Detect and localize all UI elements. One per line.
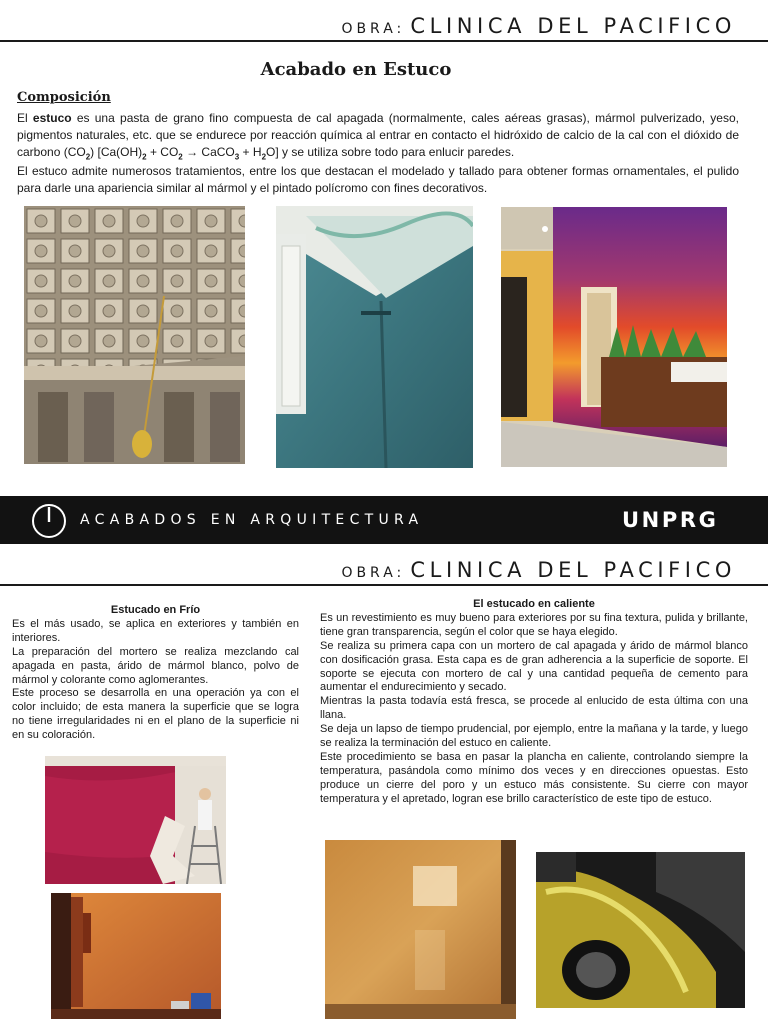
header-rule-2 [0, 584, 768, 586]
red-wall-worker-photo [45, 756, 226, 884]
obra-label-2: OBRA: [341, 565, 406, 581]
footer-band [0, 496, 768, 544]
obra-header [341, 14, 736, 38]
treatments-paragraph: El estuco admite numerosos tratamientos, entre los que destacan el modelado y tallado para obtener formas ornamentales, el pulido para darle una apariencia similar al mármol y el pintado polícromo con fines decorativos. [17, 164, 739, 195]
frio-paragraph-1: Es el más usado, se aplica en exteriores y también en interiores. [12, 617, 299, 644]
estuco-term: estuco [32, 111, 72, 125]
estucado-frio-section [12, 604, 299, 743]
obra-header-2 [341, 558, 736, 582]
estucado-caliente-section [320, 598, 748, 807]
ornate-ceiling-photo [24, 206, 245, 464]
frio-paragraph-3: Este proceso se desarrolla en una operación ya con el color incluido; de esta manera la superficie que se logra no tiene irregularidades ni en el plano de la superficie ni en su coloración. [12, 687, 299, 742]
obra-label: OBRA: [341, 21, 406, 37]
page-title: Acabado en Estuco [260, 59, 452, 80]
header-rule [0, 40, 768, 42]
caliente-paragraph-1: Es un revestimiento es muy bueno para exteriores por su fina textura, pulida y brillante, tiene gran transparencia, según el color que se haya elegido. [320, 611, 748, 638]
caliente-heading: El estucado en caliente [473, 598, 595, 610]
caliente-paragraph-4: Se deja un lapso de tiempo prudencial, por ejemplo, entre la mañana y la tarde, y luego se realiza la terminación del estuco en caliente. [320, 723, 748, 750]
section-subtitle: Composición [17, 90, 111, 105]
yellow-car-photo [536, 852, 745, 1008]
power-knob-icon [30, 503, 68, 539]
frio-heading: Estucado en Frío [110, 604, 201, 616]
teal-stucco-wall-photo [276, 206, 473, 468]
composition-paragraph: El estuco es una pasta de grano fino compuesta de cal apagada (normalmente, cales aéreas grasas), mármol pulverizado, yeso, pigmentos naturales, etc. que se endurece por reacción química al entrar en contacto el hidróxido de calcio de la cal con el dióxido de carbono $(CO_2) [Ca(OH)_2 + CO_2$ → CaCO$_3$ + $H_2O$] y se utiliza sobre todo para enlucir paredes. [17, 111, 739, 162]
unprg-logo: UNPRG [622, 508, 719, 532]
caliente-paragraph-5: Este procedimiento se basa en pasar la plancha en caliente, controlando siempre la temperatura, pasándola como mínimo dos veces y en direcciones opuestas. Esto produce un cierre del poro y un estuco más consistente. Su cierre con mayor temperatura y el apretado, logran ese brillo característico de este tipo de estuco. [320, 750, 748, 805]
glossy-stucco-photo [325, 840, 516, 1019]
frio-paragraph-2: La preparación del mortero se realiza mezclando cal apagada en pasta, árido de mármol blanco, polvo de mármol y colorante como aglomerantes. [12, 645, 299, 686]
obra-name: CLINICA DEL PACIFICO [410, 14, 736, 38]
band-title: ACABADOS EN ARQUITECTURA [80, 512, 424, 528]
obra-name-2: CLINICA DEL PACIFICO [410, 558, 736, 582]
colorful-interior-photo [501, 207, 727, 467]
caliente-paragraph-2: Se realiza su primera capa con un mortero de cal apagada y árido de mármol blanco con dosificación grasa. Esta capa es de gran adherencia a la superficie de soporte. El soporte se ejecuta con mortero de cal y una cantidad pequeña de cemento para aumentar el endurecimiento y secado. [320, 639, 748, 694]
orange-room-photo [51, 893, 221, 1019]
caliente-paragraph-3: Mientras la pasta todavía está fresca, se procede al enlucido de esta última con una llana. [320, 695, 748, 722]
